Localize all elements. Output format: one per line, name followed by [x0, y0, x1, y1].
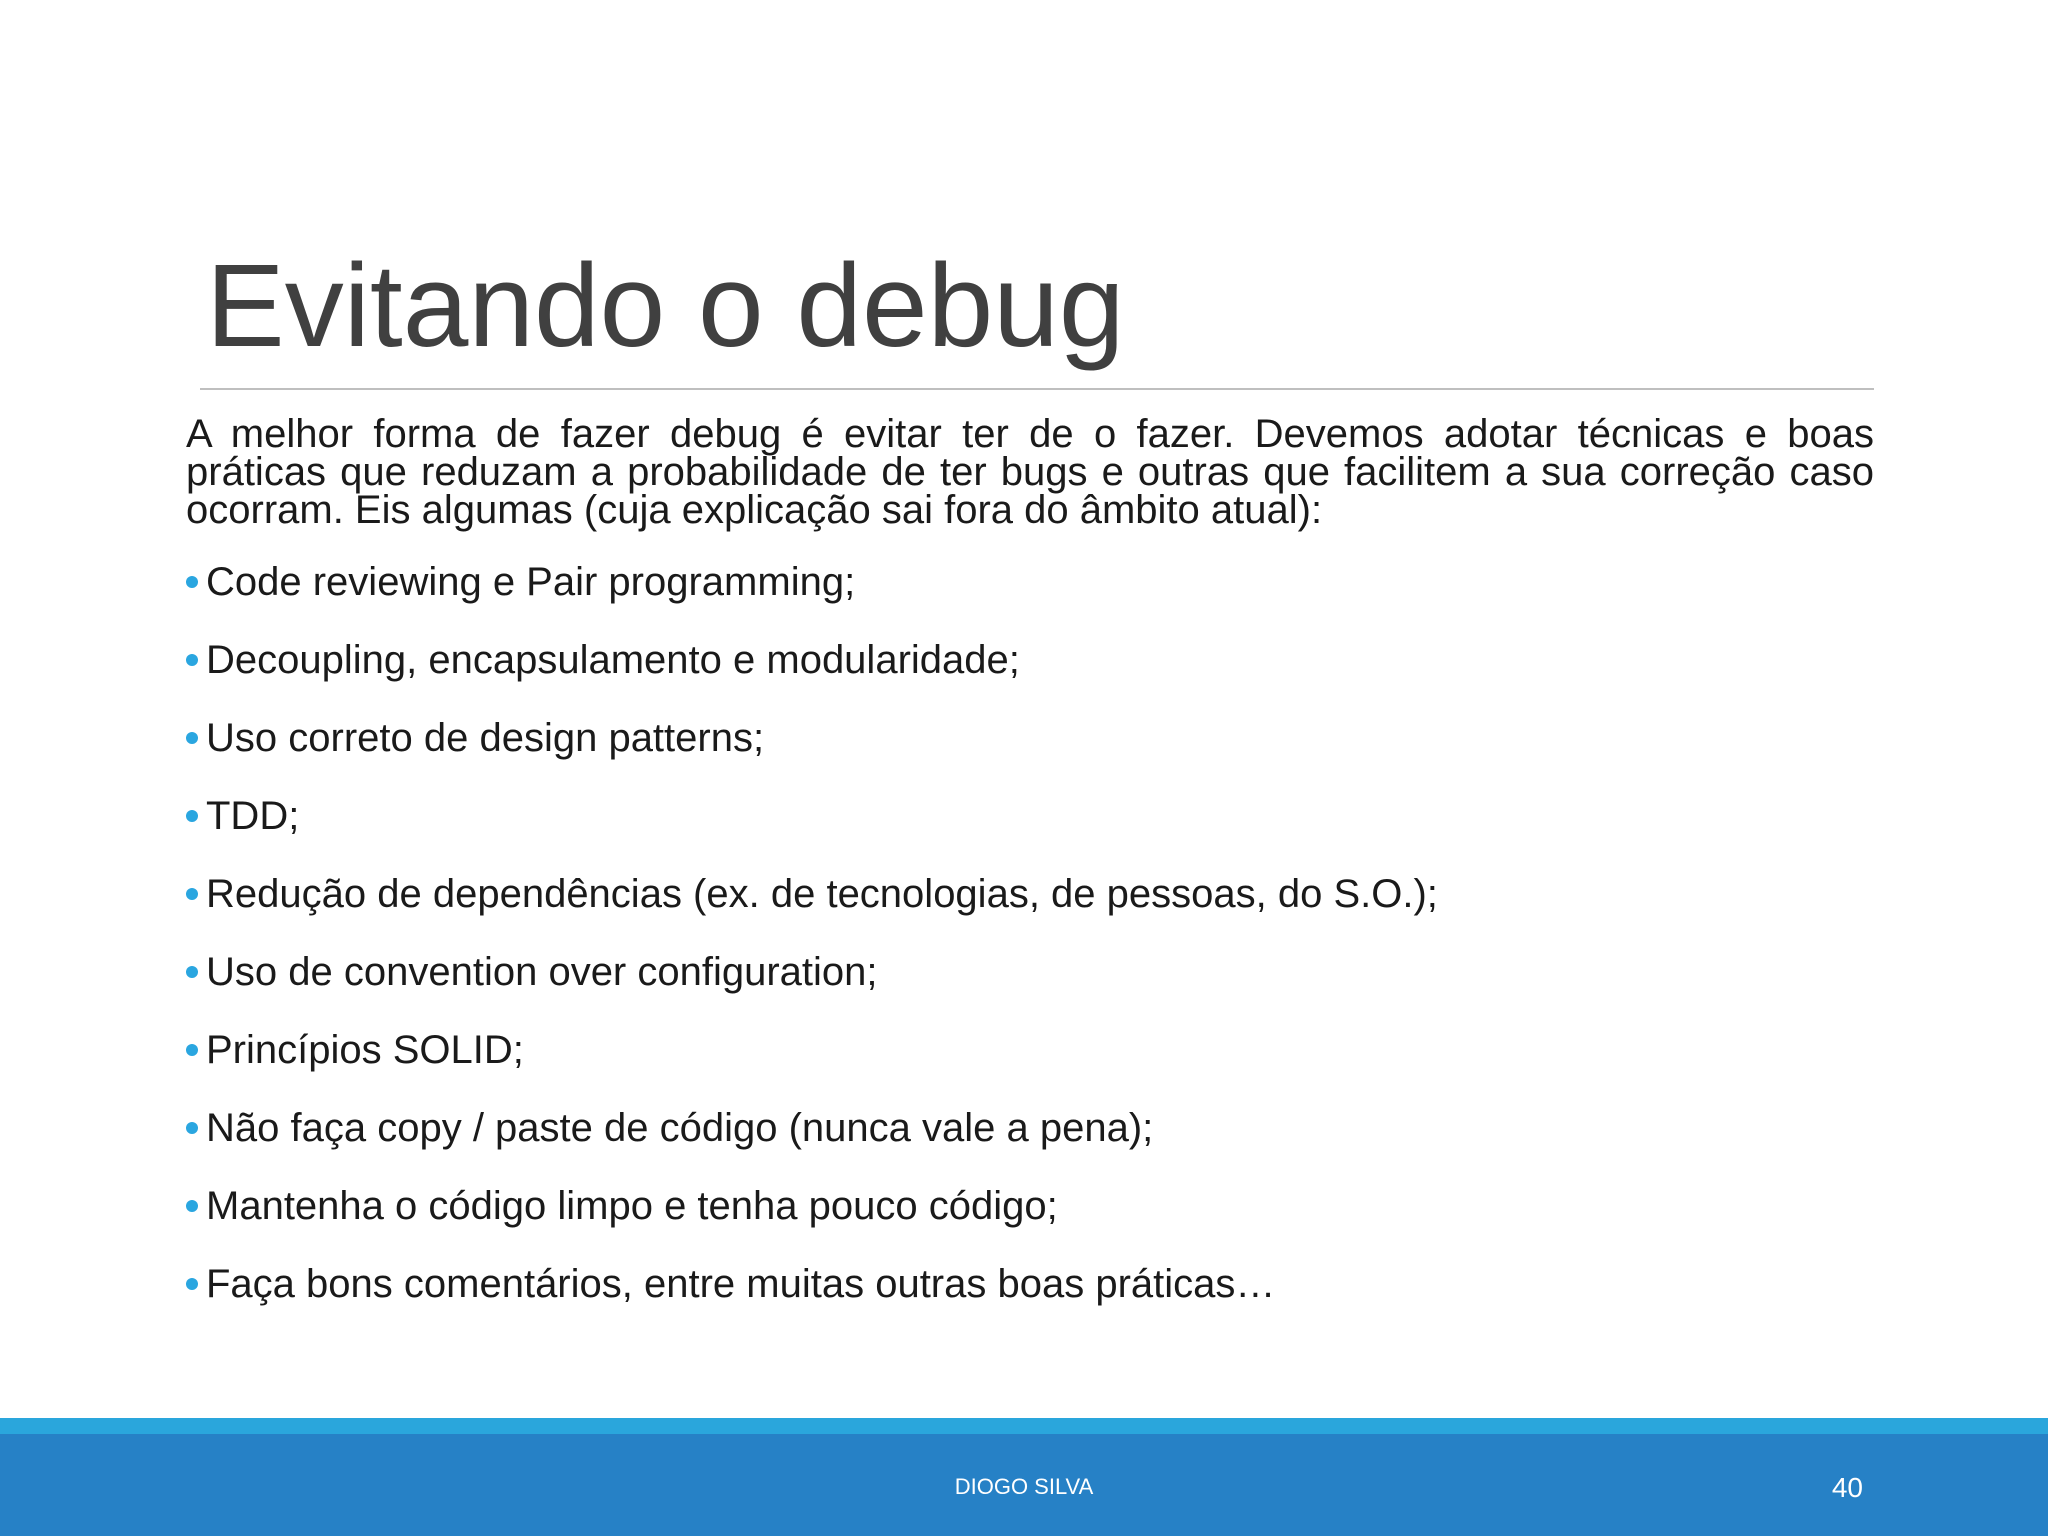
- bullet-text: Princípios SOLID;: [206, 1028, 524, 1072]
- list-item: [186, 636, 1874, 684]
- list-item: [186, 1260, 1874, 1308]
- footer-accent-bar: [0, 1418, 2048, 1434]
- list-item: [186, 558, 1874, 606]
- list-item: [186, 870, 1874, 918]
- bullet-text: Mantenha o código limpo e tenha pouco código;: [206, 1184, 1058, 1228]
- page-number: 40: [1831, 1472, 1863, 1503]
- bullet-icon: [186, 810, 198, 822]
- list-item: [186, 1104, 1874, 1152]
- slide-title: Evitando o debug: [206, 240, 1125, 372]
- bullet-icon: [186, 1122, 198, 1134]
- bullet-icon: [186, 1044, 198, 1056]
- list-item: [186, 792, 1874, 840]
- bullet-text: Uso de convention over configuration;: [206, 950, 878, 994]
- bullet-icon: [186, 1278, 198, 1290]
- bullet-text: TDD;: [206, 794, 300, 838]
- list-item: [186, 714, 1874, 762]
- bullet-text: Uso correto de design patterns;: [206, 716, 765, 760]
- bullet-text: Decoupling, encapsulamento e modularidade;: [206, 638, 1020, 682]
- bullet-icon: [186, 1200, 198, 1212]
- footer-author: DIOGO SILVA: [954, 1474, 1094, 1499]
- bullet-icon: [186, 888, 198, 900]
- bullet-list: [186, 558, 1874, 1338]
- bullet-text: Não faça copy / paste de código (nunca vale a pena);: [206, 1106, 1154, 1150]
- bullet-icon: [186, 966, 198, 978]
- bullet-text: Faça bons comentários, entre muitas outras boas práticas…: [206, 1262, 1276, 1306]
- bullet-text: Code reviewing e Pair programming;: [206, 560, 856, 604]
- intro-paragraph: A melhor forma de fazer debug é evitar ter de o fazer. Devemos adotar técnicas e boas práticas que reduzam a probabilidade de ter bugs e outras que facilitem a sua correção caso ocorram. Eis algumas (cuja explicação sai fora do âmbito atual):: [186, 412, 1874, 532]
- list-item: [186, 948, 1874, 996]
- list-item: [186, 1182, 1874, 1230]
- bullet-icon: [186, 732, 198, 744]
- bullet-icon: [186, 654, 198, 666]
- bullet-icon: [186, 576, 198, 588]
- title-divider: [200, 388, 1874, 390]
- list-item: [186, 1026, 1874, 1074]
- bullet-text: Redução de dependências (ex. de tecnologias, de pessoas, do S.O.);: [206, 872, 1438, 916]
